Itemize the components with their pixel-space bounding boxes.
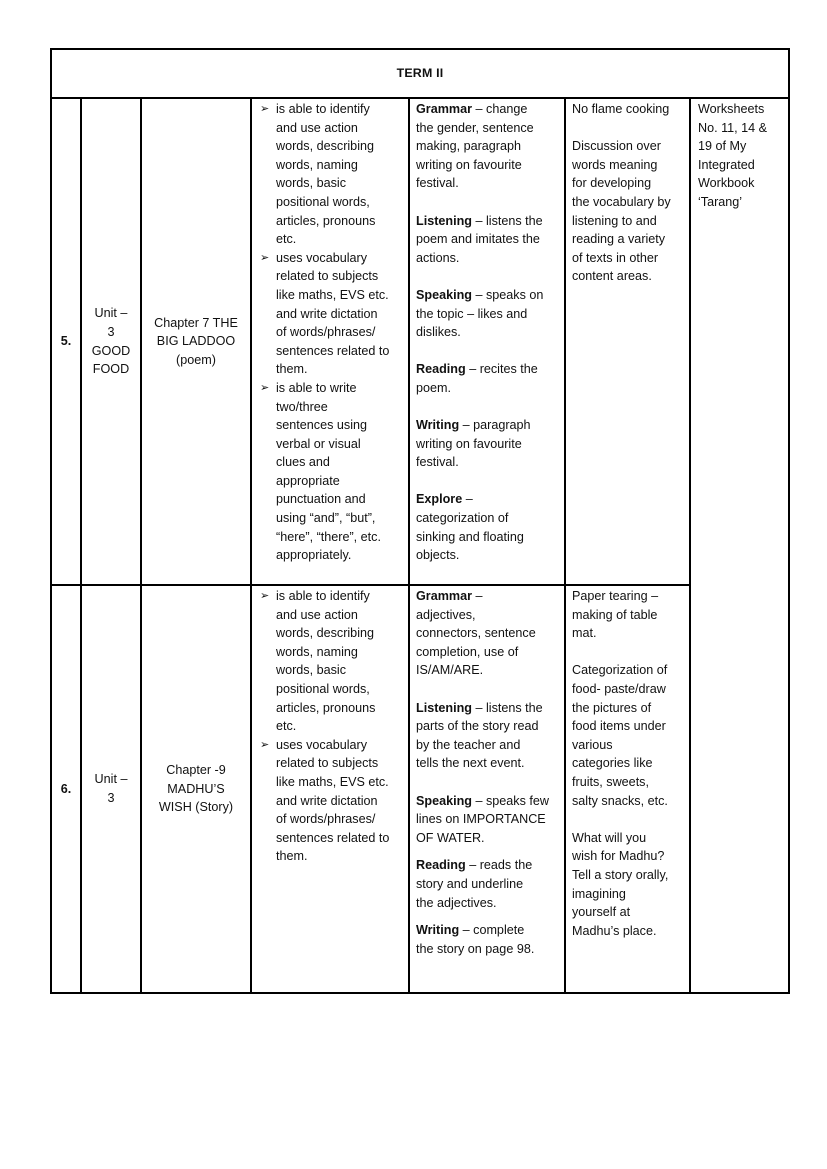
skill-line: dislikes. <box>416 325 461 340</box>
outcome-line: words, describing <box>276 626 374 641</box>
worksheet-line: 19 of My <box>698 139 747 154</box>
skill-line: poem. <box>416 380 452 395</box>
outcome-line: of words/phrases/ <box>276 325 376 340</box>
activity-line: Categorization of <box>572 663 668 678</box>
outcome-item <box>252 587 408 736</box>
skill-line: – reads the <box>469 858 533 873</box>
skill-label: Writing <box>416 418 460 433</box>
skill-line: categorization of <box>416 511 509 526</box>
skill-listening <box>416 212 564 268</box>
skill-label: Writing <box>416 923 460 938</box>
skill-explore <box>416 490 564 564</box>
skill-line: actions. <box>416 250 460 265</box>
activity-line: food- paste/draw <box>572 681 666 696</box>
arrowhead-bullet-icon: ➢ <box>260 103 270 115</box>
worksheet-line: Worksheets <box>698 102 765 116</box>
worksheet-line: No. 11, 14 & <box>698 120 768 135</box>
outcome-item <box>252 736 408 866</box>
skill-line: completion, use of <box>416 644 519 659</box>
skill-label: Reading <box>416 858 466 873</box>
row-6-skills <box>409 586 564 992</box>
outcome-line: uses vocabulary <box>276 250 368 265</box>
skill-label: Grammar <box>416 589 473 603</box>
skill-line: – change <box>475 102 528 116</box>
outcome-line: words, basic <box>276 663 346 678</box>
row-6-activities <box>566 586 689 992</box>
skill-line: OF WATER. <box>416 830 485 845</box>
activity-line: the vocabulary by <box>572 194 671 209</box>
skill-line: making, paragraph <box>416 139 522 154</box>
worksheet-line: Workbook <box>698 176 755 191</box>
activity-line: of texts in other <box>572 250 659 265</box>
skill-reading <box>416 856 564 912</box>
outcome-line: sentences using <box>276 418 368 433</box>
worksheet-line: ‘Tarang’ <box>698 194 743 209</box>
activity-line: fruits, sweets, <box>572 774 649 789</box>
skill-line: by the teacher and <box>416 737 521 752</box>
row-6-serial: 6. <box>60 781 72 796</box>
activity-block <box>572 661 689 810</box>
outcome-line: “here”, “there”, etc. <box>276 529 381 544</box>
chapter-line: Chapter -9 <box>166 763 226 778</box>
outcome-line: verbal or visual <box>276 436 361 451</box>
outcome-line: related to subjects <box>276 756 379 771</box>
outcome-line: words, basic <box>276 176 346 191</box>
activity-line: food items under <box>572 719 666 734</box>
skill-line: – complete <box>462 923 525 938</box>
activity-block <box>572 587 689 643</box>
outcome-line: clues and <box>276 455 330 470</box>
activity-line: Discussion over <box>572 139 661 154</box>
chapter-line: Chapter 7 THE <box>154 315 238 330</box>
row-6-chapter <box>142 586 250 992</box>
unit-line: 3 <box>107 791 115 805</box>
skill-line: the story on page 98. <box>416 941 535 956</box>
activity-line: reading a variety <box>572 232 666 247</box>
skill-line: – <box>475 589 483 603</box>
activity-line: mat. <box>572 626 597 641</box>
outcome-line: positional words, <box>276 681 370 696</box>
activity-line: imagining <box>572 886 626 901</box>
outcome-line: them. <box>276 849 308 864</box>
skill-grammar <box>416 587 564 680</box>
skill-line: the gender, sentence <box>416 120 534 135</box>
row-5-serial: 5. <box>60 334 72 349</box>
outcome-line: and use action <box>276 120 358 135</box>
chapter-line: BIG LADDOO <box>156 334 236 349</box>
unit-line: GOOD <box>91 343 131 358</box>
chapter-line: WISH (Story) <box>158 800 234 815</box>
arrowhead-bullet-icon: ➢ <box>260 251 270 264</box>
skill-grammar <box>416 100 564 193</box>
outcome-item <box>252 379 408 565</box>
skill-label: Listening <box>416 700 472 715</box>
row-6-unit <box>82 586 140 992</box>
outcome-item <box>252 100 408 249</box>
outcome-line: them. <box>276 362 308 377</box>
skill-line: festival. <box>416 176 459 191</box>
skill-line: – speaks on <box>475 287 544 302</box>
skill-line: story and underline <box>416 876 524 891</box>
skill-label: Listening <box>416 213 472 228</box>
outcome-line: is able to write <box>276 380 357 395</box>
activity-line: yourself at <box>572 905 631 920</box>
skill-speaking <box>416 286 564 342</box>
outcome-line: uses vocabulary <box>276 737 368 752</box>
skill-line: connectors, sentence <box>416 626 536 641</box>
skill-line: – listens the <box>475 700 543 715</box>
arrowhead-bullet-icon: ➢ <box>260 381 270 394</box>
skill-writing <box>416 921 564 958</box>
activity-block <box>572 829 689 941</box>
activity-block <box>572 100 689 119</box>
activity-line: listening to and <box>572 213 657 228</box>
skill-label: Reading <box>416 362 466 377</box>
skill-reading <box>416 360 564 397</box>
outcome-line: of words/phrases/ <box>276 812 376 827</box>
skill-label: Explore <box>416 492 463 507</box>
skill-label: Speaking <box>416 287 472 302</box>
skill-line: writing on favourite <box>416 157 522 172</box>
activity-line: for developing <box>572 176 652 191</box>
outcome-line: articles, pronouns <box>276 700 376 715</box>
activity-block <box>572 137 689 286</box>
chapter-line: (poem) <box>176 352 216 367</box>
activity-line: content areas. <box>572 269 652 284</box>
skill-line: poem and imitates the <box>416 232 540 247</box>
unit-line: 3 <box>107 324 115 339</box>
outcome-line: using “and”, “but”, <box>276 511 376 526</box>
table-border-right <box>788 48 790 994</box>
activity-line: words meaning <box>572 157 658 172</box>
outcome-line: like maths, EVS etc. <box>276 287 389 302</box>
skill-line: – listens the <box>475 213 543 228</box>
skill-speaking <box>416 792 564 848</box>
row-5-activities <box>566 99 689 584</box>
activity-line: Paper tearing – <box>572 589 659 603</box>
outcome-line: words, describing <box>276 139 374 154</box>
row-5-chapter <box>142 99 250 584</box>
activity-line: Madhu’s place. <box>572 923 657 938</box>
skill-line: lines on IMPORTANCE <box>416 812 546 827</box>
activity-line: wish for Madhu? <box>572 849 665 864</box>
outcome-line: and write dictation <box>276 793 378 808</box>
activity-line: various <box>572 737 613 752</box>
skill-listening <box>416 699 564 773</box>
outcome-item <box>252 249 408 379</box>
outcome-line: articles, pronouns <box>276 213 376 228</box>
row-5-skills <box>409 99 564 584</box>
skill-line: sinking and floating <box>416 529 524 544</box>
term-heading: TERM II <box>396 66 444 81</box>
worksheets <box>691 99 788 992</box>
skill-line: – speaks few <box>475 793 550 808</box>
arrowhead-bullet-icon: ➢ <box>260 738 270 751</box>
arrowhead-bullet-icon: ➢ <box>260 590 270 602</box>
skill-line: tells the next event. <box>416 756 525 771</box>
unit-line: Unit – <box>94 306 128 321</box>
skill-line: writing on favourite <box>416 436 522 451</box>
skill-writing <box>416 416 564 472</box>
skill-line: parts of the story read <box>416 719 539 734</box>
activity-line: Tell a story orally, <box>572 867 669 882</box>
outcome-line: appropriate <box>276 473 340 488</box>
skill-line: the topic – likes and <box>416 306 528 321</box>
skill-line: the adjectives. <box>416 895 497 910</box>
worksheet-line: Integrated <box>698 157 755 172</box>
unit-line: FOOD <box>92 362 130 377</box>
chapter-line: MADHU’S <box>167 781 225 796</box>
skill-line: objects. <box>416 548 460 563</box>
activity-line: What will you <box>572 830 647 845</box>
activity-line: salty snacks, etc. <box>572 793 668 808</box>
outcome-line: related to subjects <box>276 269 379 284</box>
skill-line: festival. <box>416 455 459 470</box>
unit-line: Unit – <box>94 772 128 787</box>
skill-line: – paragraph <box>462 418 531 433</box>
outcome-line: sentences related to <box>276 830 390 845</box>
outcome-line: two/three <box>276 399 328 414</box>
outcome-line: and use action <box>276 607 358 622</box>
outcome-line: and write dictation <box>276 306 378 321</box>
activity-line: No flame cooking <box>572 102 670 116</box>
activity-line: making of table <box>572 607 658 622</box>
table-border-bottom <box>50 992 790 994</box>
syllabus-table <box>50 48 790 994</box>
skill-line: – <box>465 492 473 507</box>
activity-line: categories like <box>572 756 653 771</box>
outcome-line: appropriately. <box>276 548 352 563</box>
outcome-line: positional words, <box>276 194 370 209</box>
outcome-line: etc. <box>276 232 297 247</box>
activity-line: the pictures of <box>572 700 652 715</box>
outcome-line: words, naming <box>276 157 358 172</box>
skill-line: – recites the <box>469 362 538 377</box>
outcome-line: punctuation and <box>276 492 366 507</box>
skill-line: IS/AM/ARE. <box>416 663 484 678</box>
outcome-line: etc. <box>276 719 297 734</box>
outcome-line: words, naming <box>276 644 358 659</box>
row-5-unit <box>82 99 140 584</box>
outcome-line: is able to identify <box>276 102 370 116</box>
skill-label: Grammar <box>416 102 473 116</box>
row-6-learning-outcomes <box>252 586 408 992</box>
skill-line: adjectives, <box>416 607 476 622</box>
row-5-learning-outcomes <box>252 99 408 584</box>
outcome-line: like maths, EVS etc. <box>276 774 389 789</box>
skill-label: Speaking <box>416 793 472 808</box>
outcome-line: sentences related to <box>276 343 390 358</box>
outcome-line: is able to identify <box>276 589 370 603</box>
